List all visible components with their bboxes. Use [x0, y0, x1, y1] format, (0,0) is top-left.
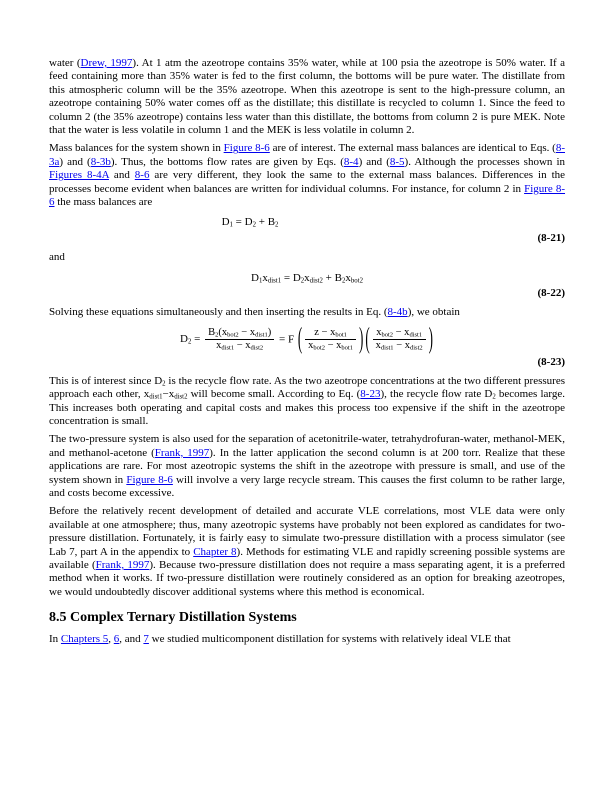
- text-span: Before the relatively recent development of detailed and accurate VLE correlations, most VLE data were only available at one atmosphere; thus, many azeotropic systems have probably not been explored as candidates for two-pressure distillation. Fortunately, it is fairly easy to simulate two-pressure distillation with a process simulator (see Lab 7, part A in the appendix to: [49, 505, 565, 558]
- open-paren-icon: (: [297, 320, 303, 355]
- cross-reference-link[interactable]: Figure 8-6: [126, 473, 173, 486]
- fraction-2-denominator: [305, 339, 356, 353]
- subscript: bot2: [381, 331, 394, 339]
- text-span: = D: [232, 216, 253, 229]
- text-span: =: [191, 333, 204, 346]
- text-span: ) and (: [59, 155, 91, 168]
- fraction-1-numerator: [205, 327, 274, 340]
- cross-reference-link[interactable]: 8-5: [389, 155, 405, 168]
- text-span: + B: [255, 216, 276, 229]
- open-paren-icon: (: [365, 320, 370, 355]
- close-paren-icon: ): [358, 320, 364, 355]
- text-span: x: [262, 271, 268, 284]
- text-span: , and: [119, 633, 144, 646]
- text-span: D: [221, 216, 230, 229]
- text-span: − x: [234, 340, 251, 352]
- subscript: 2: [162, 380, 166, 388]
- subscript: 2: [341, 277, 346, 285]
- equation-label-8-21: (8-21): [537, 232, 565, 245]
- subscript: 2: [215, 331, 219, 339]
- text-span: x: [375, 340, 381, 352]
- subscript: 2: [252, 222, 256, 230]
- cross-reference-link[interactable]: 8-4b: [387, 306, 408, 319]
- subscript: dist1: [149, 393, 163, 401]
- subscript: dist1: [267, 277, 282, 285]
- cross-reference-link[interactable]: Chapter 8: [193, 545, 237, 558]
- equation-8-21: [49, 216, 565, 229]
- equation-mid: [276, 333, 297, 345]
- text-span: In: [49, 633, 61, 646]
- text-span: x: [216, 340, 222, 352]
- text-span: − x: [324, 340, 342, 352]
- text-span: = F: [276, 333, 297, 346]
- subscript: 2: [187, 338, 192, 346]
- subscript: bot1: [341, 344, 353, 352]
- text-span: and: [108, 169, 135, 182]
- fraction-1-denominator: [205, 339, 274, 353]
- text-span: ). At 1 atm the azeotrope contains 35% water, while at 100 psia the azeotrope is 50% water. If a feed containing more than 35% water is fed to the first column, the bottoms will be pure water. The distillate from this atmospheric column will be the 35% azeotrope. When this azeotrope is sent to the high-pressure column, an azeotrope containing 50% water comes off as the distillate; this distillate is recycled to column 1. Since the feed to column 2 (the 35% azeotrope) contains less water than this distillate, the bottoms from column 2 is pure MEK. Note that the water is less volatile in column 1 and the MEK is less volatile in column 2.: [49, 57, 566, 137]
- connector-and-text: and: [49, 251, 65, 264]
- cross-reference-link[interactable]: Frank, 1997: [154, 446, 210, 459]
- fraction-2: [305, 327, 356, 353]
- fraction-3: [373, 327, 426, 353]
- subscript: 1: [258, 277, 263, 285]
- paragraph-mass-balances: [49, 142, 565, 209]
- text-span: ,: [108, 633, 114, 646]
- text-span: x: [308, 340, 314, 352]
- cross-reference-link[interactable]: Chapters 5: [60, 633, 109, 646]
- paragraph-azeotrope-overview: [49, 57, 565, 137]
- cross-reference-link[interactable]: Frank, 1997: [95, 559, 150, 572]
- subscript: 2: [492, 393, 496, 401]
- text-span: ): [267, 326, 272, 338]
- subscript: dist2: [409, 344, 423, 352]
- text-span: ). Thus, the bottoms flow rates are given by Eqs. (: [110, 155, 344, 168]
- text-span: ), the recycle flow rate D: [380, 388, 493, 401]
- text-span: will become small. According to Eq. (: [187, 388, 361, 401]
- equation-label-8-23: (8-23): [537, 355, 565, 368]
- text-span: z − x: [314, 326, 336, 338]
- cross-reference-link[interactable]: 8-6: [134, 169, 150, 182]
- text-span: becomes large. This increases both operating and capital costs and makes this process too expensive if the shift in the azeotrope concentration is small.: [49, 388, 565, 427]
- text-span: ) and (: [358, 155, 390, 168]
- text-span: x: [345, 271, 351, 284]
- cross-reference-link[interactable]: 8-4: [343, 155, 359, 168]
- text-span: water (: [49, 57, 81, 69]
- subscript: 2: [300, 277, 305, 285]
- text-span: ), we obtain: [407, 306, 460, 319]
- subscript: bot2: [350, 277, 363, 285]
- subscript: 1: [229, 222, 233, 230]
- subscript: 2: [275, 222, 279, 230]
- text-span: x: [376, 326, 382, 338]
- fraction-1: [205, 327, 274, 353]
- text-span: are of interest. The external mass balances are identical to Eqs. (: [269, 142, 556, 155]
- paragraph-two-pressure-uses: [49, 433, 565, 500]
- text-span: (x: [218, 326, 228, 338]
- text-span: − x: [393, 340, 410, 352]
- text-span: − x: [393, 326, 410, 338]
- text-span: are very different, they look the same to the external mass balances. Differences in the processes become evident when balances are written for individual columns. For instance, for column 2 in: [49, 169, 566, 195]
- text-span: the mass balances are: [54, 196, 153, 209]
- text-span: −x: [162, 388, 175, 401]
- text-span: is the recycle flow rate. As the two azeotrope concentrations at the two different pressures approach each other, x: [49, 374, 565, 401]
- equation-8-22: [49, 272, 565, 285]
- cross-reference-link[interactable]: 8-3b: [90, 155, 111, 168]
- paragraph-solving-equations: [49, 306, 565, 319]
- paragraph-vle-correlations: [49, 505, 565, 599]
- subscript: dist1: [221, 344, 235, 352]
- equation-8-23: [49, 320, 565, 355]
- cross-reference-link[interactable]: Figure 8-6: [223, 142, 270, 155]
- text-span: Solving these equations simultaneously and then inserting the results in Eq. (: [49, 306, 388, 319]
- section-heading-8-5: 8.5 Complex Ternary Distillation Systems: [49, 610, 297, 626]
- subscript: dist2: [250, 344, 264, 352]
- text-span: This is of interest since D: [49, 374, 163, 387]
- text-span: + B: [322, 271, 342, 284]
- cross-reference-link[interactable]: 8-3a: [49, 142, 565, 168]
- fraction-2-numerator: [305, 327, 356, 340]
- subscript: dist2: [174, 393, 188, 401]
- cross-reference-link[interactable]: 7: [143, 633, 149, 646]
- text-span: The two-pressure system is also used for the separation of acetonitrile-water, tetrahydrofuran-water, methanol-MEK, and methanol-acetone (: [49, 433, 565, 459]
- cross-reference-link[interactable]: Figure 8-6: [49, 182, 566, 209]
- equation-label-8-22: (8-22): [537, 287, 565, 300]
- text-span: D: [180, 333, 188, 346]
- text-span: Mass balances for the system shown in: [49, 142, 224, 155]
- text-span: x: [304, 271, 310, 284]
- cross-reference-link[interactable]: 6: [113, 633, 120, 646]
- cross-reference-link[interactable]: Drew, 1997: [80, 57, 133, 69]
- text-span: ). Methods for estimating VLE and rapidly screening possible systems are available (: [49, 545, 565, 572]
- fraction-3-numerator: [373, 327, 426, 340]
- text-span: we studied multicomponent distillation for systems with relatively ideal VLE that: [148, 633, 511, 646]
- subscript: dist2: [309, 277, 323, 285]
- subscript: bot2: [313, 344, 325, 352]
- text-span: will involve a very large recycle stream. This causes the first column to be rather large, and costs become excessive.: [49, 473, 565, 499]
- paragraph-recycle-flow: [49, 375, 565, 429]
- text-span: D: [251, 271, 259, 284]
- close-paren-icon: ): [428, 320, 433, 355]
- subscript: dist1: [409, 331, 423, 339]
- subscript: dist1: [255, 331, 268, 339]
- text-span: ). Because two-pressure distillation does not require a mass separating agent, it is a preferred method when it works. If two-pressure distillation were routinely considered as an option for breaking azeotropes, we would undoubtedly discover additional systems where this method is economical.: [49, 559, 565, 598]
- subscript: dist1: [380, 344, 394, 352]
- text-span: B: [208, 326, 216, 338]
- text-span: − x: [238, 326, 256, 338]
- text-span: ). Although the processes shown in: [404, 155, 566, 168]
- text-span: = D: [281, 271, 301, 284]
- subscript: bot1: [335, 331, 347, 339]
- paragraph-chapters-intro: [49, 633, 565, 646]
- cross-reference-link[interactable]: 8-23: [360, 388, 381, 401]
- subscript: bot2: [227, 331, 239, 339]
- equation-lhs: [180, 333, 203, 345]
- text-span: ). In the latter application the second column is at 200 torr. Realize that these applications are rare. For most azeotropic systems the shift in the azeotrope with pressure is small, and use of the system shown in: [49, 446, 565, 486]
- cross-reference-link[interactable]: Figures 8-4A: [49, 169, 109, 182]
- fraction-3-denominator: [373, 339, 426, 353]
